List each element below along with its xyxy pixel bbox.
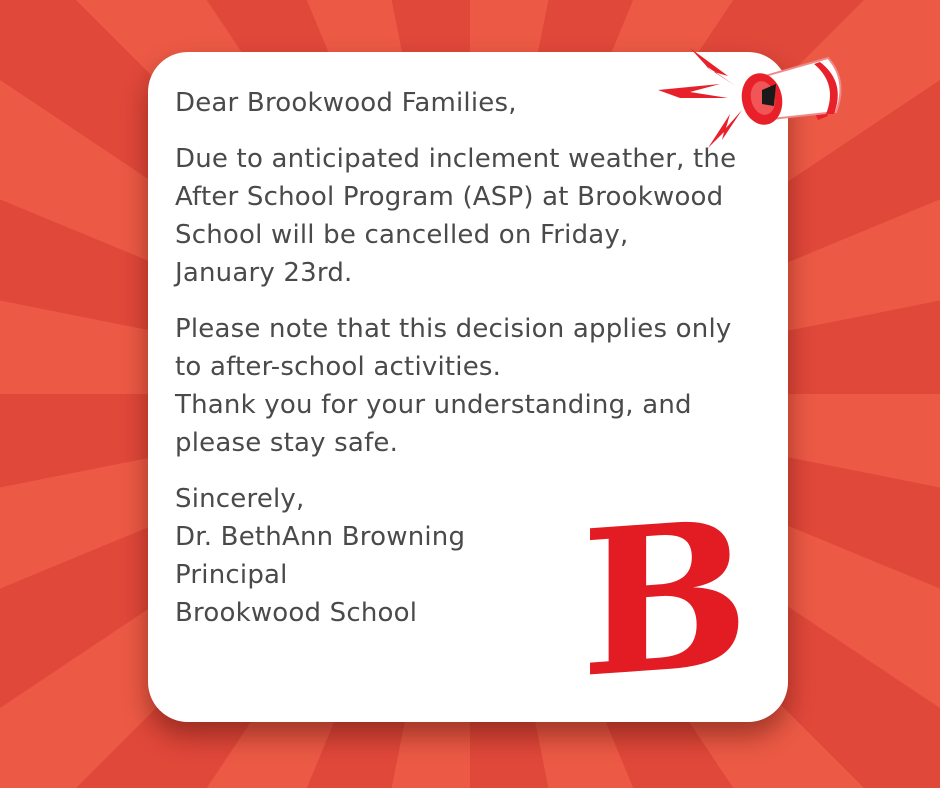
note-line: to after-school activities. — [175, 352, 502, 382]
notice-line: Due to anticipated inclement weather, the — [175, 144, 737, 174]
paragraph-weather-notice — [175, 140, 775, 292]
signer-name: Dr. BethAnn Browning — [175, 522, 466, 552]
signer-title: Principal — [175, 560, 288, 590]
notice-line: January 23rd. — [175, 258, 353, 288]
paragraph-note — [175, 310, 775, 462]
note-line: Thank you for your understanding, and — [175, 390, 692, 420]
note-line: Please note that this decision applies only — [175, 314, 732, 344]
greeting: Dear Brookwood Families, — [175, 88, 517, 118]
note-line: please stay safe. — [175, 428, 399, 458]
signer-org: Brookwood School — [175, 598, 418, 628]
notice-line: After School Program (ASP) at Brookwood — [175, 182, 724, 212]
closing: Sincerely, — [175, 484, 305, 514]
notice-line: School will be cancelled on Friday, — [175, 220, 629, 250]
brookwood-b-logo: B — [580, 475, 750, 724]
